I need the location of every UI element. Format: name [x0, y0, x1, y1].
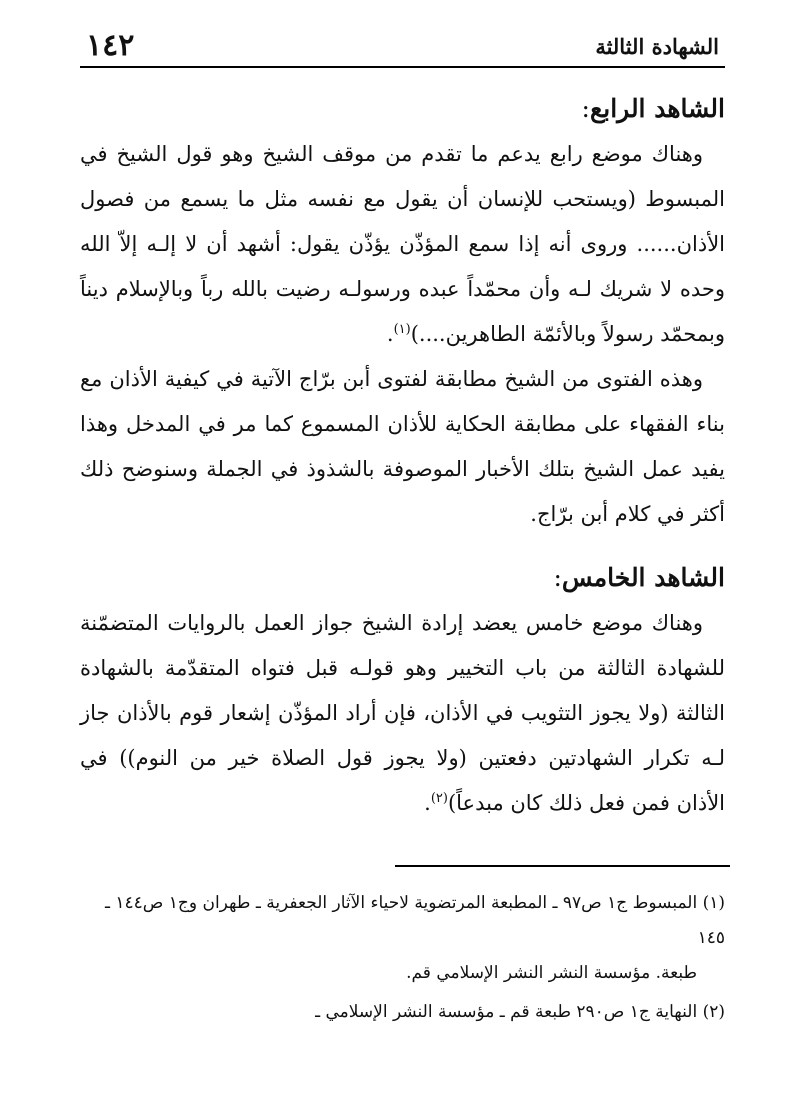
- section-heading-4: [80, 86, 725, 132]
- footnote-2-line1: (٢) النهاية ج١ ص٢٩٠ طبعة قم ـ مؤسسة النشر الإسلامي ـ: [315, 1002, 725, 1022]
- footnote-ref-2[interactable]: (٢): [430, 791, 448, 806]
- footnote-ref-1[interactable]: (١): [393, 322, 411, 337]
- section-heading-4-text: الشاهد الرابع: [589, 94, 725, 123]
- paragraph-end: .: [386, 322, 394, 346]
- main-text: [80, 86, 725, 826]
- paragraph-5-1: [80, 601, 725, 826]
- footnote-1: [80, 886, 725, 991]
- paragraph-5-1-text: وهناك موضع خامس يعضد إرادة الشيخ جواز العمل بالروايات المتضمّنة للشهادة الثالثة من باب التخيير وهو قولـه قبل فتواه المتقدّمة بالشهادة الثالثة (ولا يجوز التثويب في الأذان، فإن أراد المؤذّن إشعار قوم بالأذان جاز لـه تكرار الشهادتين دفعتين (ولا يجوز قول الصلاة خير من النوم)) في الأذان فمن فعل ذلك كان مبدعاً): [80, 611, 726, 815]
- paragraph-4-2: وهذه الفتوى من الشيخ مطابقة لفتوى أبن برّاج الآتية في كيفية الأذان مع بناء الفقهاء على مطابقة الحكاية للأذان المسموع كما مر في المدخل وهذا يفيد عمل الشيخ بتلك الأخبار الموصوفة بالشذوذ في الجملة وسنوضح ذلك أكثر في كلام أبن برّاج.: [80, 367, 725, 526]
- running-title: الشهادة الثالثة: [595, 34, 719, 59]
- paragraph-4-1: [80, 132, 725, 357]
- footnote-1-line1: (١) المبسوط ج١ ص٩٧ ـ المطبعة المرتضوية لاحياء الآثار الجعفرية ـ طهران وج١ ص١٤٤ ـ ١٤٥: [104, 893, 725, 948]
- footnote-2: [80, 995, 725, 1030]
- section-heading-5: [80, 555, 725, 601]
- page-number: ١٤٢: [86, 28, 135, 63]
- footnote-separator: [395, 865, 730, 867]
- footnotes: [80, 886, 725, 1034]
- section-heading-5-text: الشاهد الخامس: [561, 563, 725, 592]
- footnote-1-line2: طبعة. مؤسسة النشر النشر الإسلامي قم.: [406, 963, 697, 983]
- paragraph-end: .: [424, 791, 431, 815]
- section-gap: [80, 537, 725, 555]
- paragraph-4-1-text: وهناك موضع رابع يدعم ما تقدم من موقف الشيخ وهو قول الشيخ في المبسوط (ويستحب للإنسان أن يقول مع نفسه مثل ما يسمع من فصول الأذان...... وروى أنه إذا سمع المؤذّن يؤذّن يقول: أشهد أن لا إلـه إلاّ الله وحده لا شريك لـه وأن محمّداً عبده ورسولـه رضيت بالله رباً وبالإسلام ديناً وبمحمّد رسولاً وبالأئمّة الطاهرين....): [80, 142, 725, 346]
- page-header: [80, 26, 725, 68]
- heading-colon: :: [553, 563, 562, 592]
- heading-colon: :: [581, 94, 590, 123]
